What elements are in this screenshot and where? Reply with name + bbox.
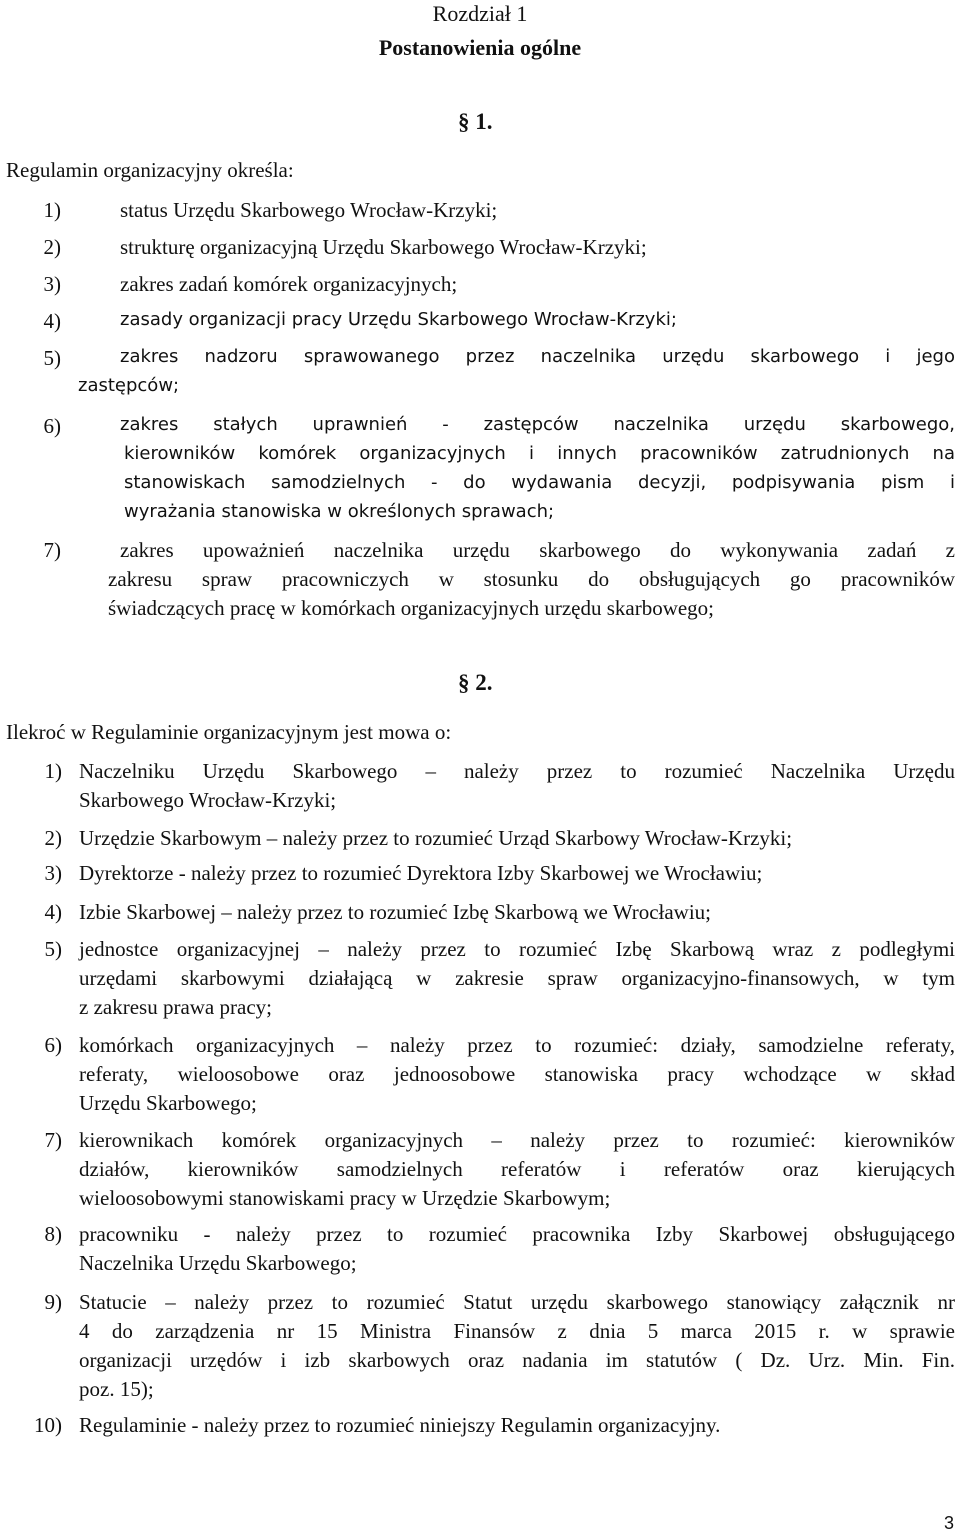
section-2-heading: § 2. [458,670,493,695]
list-item-line: pracowniku - należy przez to rozumieć pracownika Izby Skarbowej obsługującego [79,1222,955,1246]
list-item-line: zakres stałych uprawnień - zastępców naczelnika urzędu skarbowego, [120,414,955,435]
list-item-line: Urzędu Skarbowego; [79,1091,257,1115]
list-item-line: działów, kierowników samodzielnych referatów i referatów oraz kierujących [79,1157,955,1181]
list-item-number: 2) [43,235,61,259]
list-item-line: Naczelniku Urzędu Skarbowego – należy przez to rozumieć Naczelnika Urzędu [79,759,955,783]
list-item-number: 7) [43,538,61,562]
list-item-number: 2) [44,826,62,850]
list-item-line: zakresu spraw pracowniczych w stosunku do obsługujących go pracowników [108,567,955,591]
list-item-number: 6) [44,1033,62,1057]
list-item-line: zakres upoważnień naczelnika urzędu skarbowego do wykonywania zadań z [120,538,955,562]
list-item-number: 9) [44,1290,62,1314]
section-1-intro: Regulamin organizacyjny określa: [6,158,294,182]
list-item-line: zakres nadzoru sprawowanego przez naczelnika urzędu skarbowego i jego [120,346,955,367]
list-item-line: Dyrektorze - należy przez to rozumieć Dyrektora Izby Skarbowej we Wrocławiu; [79,861,763,885]
list-item-number: 1) [44,759,62,783]
list-item-line: zastępców; [78,375,180,396]
list-item-line: kierownikach komórek organizacyjnych – należy przez to rozumieć: kierowników [79,1128,955,1152]
list-item-line: Urzędzie Skarbowym – należy przez to rozumieć Urząd Skarbowy Wrocław-Krzyki; [79,826,793,850]
list-item-line: zasady organizacji pracy Urzędu Skarbowego Wrocław-Krzyki; [120,309,677,330]
list-item-line: Regulaminie - należy przez to rozumieć niniejszy Regulamin organizacyjny. [79,1413,721,1437]
list-item-number: 1) [43,198,61,222]
list-item-number: 7) [44,1128,62,1152]
list-item-line: świadczących pracę w komórkach organizacyjnych urzędu skarbowego; [108,596,715,620]
list-item-line: Statucie – należy przez to rozumieć Statut urzędu skarbowego stanowiący załącznik nr [79,1290,955,1314]
chapter-title: Rozdział 1 [432,1,528,26]
list-item-number: 5) [43,346,61,370]
list-item-line: status Urzędu Skarbowego Wrocław-Krzyki; [120,198,498,222]
list-item-line: z zakresu prawa pracy; [79,995,272,1019]
list-item-line: Skarbowego Wrocław-Krzyki; [79,788,337,812]
list-item-number: 4) [44,900,62,924]
section-2-intro: Ilekroć w Regulaminie organizacyjnym jest mowa o: [6,720,452,744]
list-item-line: wyrażania stanowiska w określonych sprawach; [124,501,555,522]
list-item-number: 4) [43,309,61,333]
list-item-line: Izbie Skarbowej – należy przez to rozumieć Izbę Skarbową we Wrocławiu; [79,900,711,924]
list-item-number: 3) [44,861,62,885]
list-item-line: komórkach organizacyjnych – należy przez to rozumieć: działy, samodzielne referaty, [79,1033,955,1057]
list-item-number: 3) [43,272,61,296]
list-item-line: kierowników komórek organizacyjnych i innych pracowników zatrudnionych na [124,443,955,464]
chapter-subtitle: Postanowienia ogólne [378,35,582,60]
list-item-line: strukturę organizacyjną Urzędu Skarbowego Wrocław-Krzyki; [120,235,647,259]
list-item-line: organizacji urzędów i izb skarbowych oraz nadania im statutów ( Dz. Urz. Min. Fin. [79,1348,955,1372]
section-1-heading: § 1. [458,109,493,134]
list-item-line: referaty, wieloosobowe oraz jednoosobowe stanowiska pracy wchodzące w skład [79,1062,955,1086]
list-item-line: zakres zadań komórek organizacyjnych; [120,272,458,296]
list-item-number: 5) [44,937,62,961]
list-item-line: stanowiskach samodzielnych - do wydawania decyzji, podpisywania pism i [124,472,955,493]
list-item-number: 10) [34,1413,62,1437]
list-item-line: 4 do zarządzenia nr 15 Ministra Finansów z dnia 5 marca 2015 r. w sprawie [79,1319,955,1343]
list-item-line: wieloosobowymi stanowiskami pracy w Urzędzie Skarbowym; [79,1186,611,1210]
list-item-line: Naczelnika Urzędu Skarbowego; [79,1251,357,1275]
list-item-line: jednostce organizacyjnej – należy przez to rozumieć Izbę Skarbową wraz z podległymi [79,937,955,961]
list-item-line: urzędami skarbowymi działającą w zakresie spraw organizacyjno-finansowych, w tym [79,966,955,990]
list-item-line: poz. 15); [79,1377,154,1401]
list-item-number: 8) [44,1222,62,1246]
list-item-number: 6) [43,414,61,438]
page-number: 3 [943,1513,954,1533]
